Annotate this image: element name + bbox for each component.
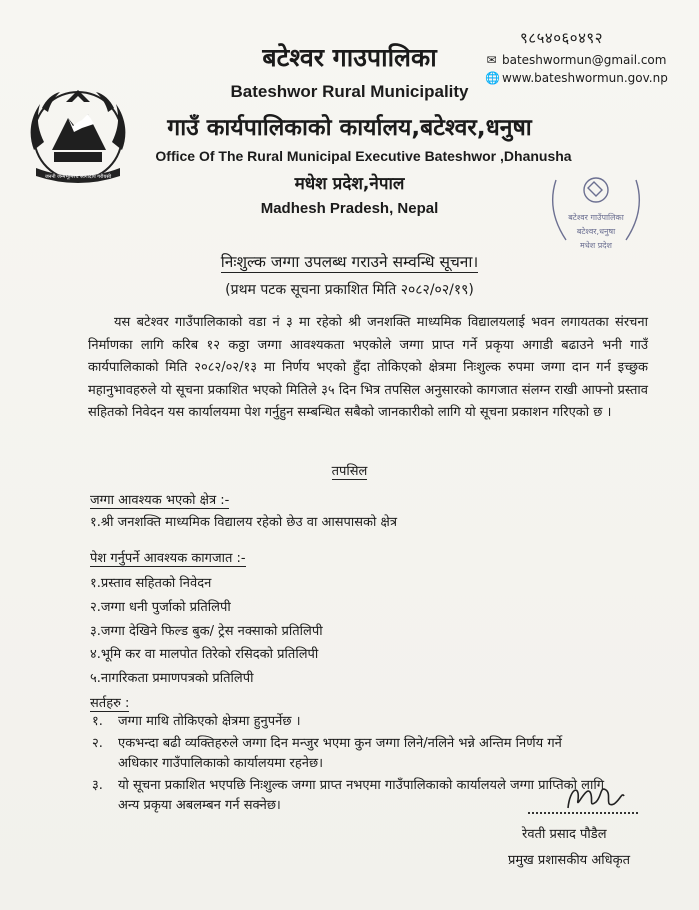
office-title-np: गाउँ कार्यपालिकाको कार्यालय,बटेश्वर,धनुषा: [167, 115, 532, 141]
condition-number: २.: [92, 736, 103, 751]
list-item: ५.नागरिकता प्रमाणपत्रको प्रतिलिपी: [90, 671, 254, 686]
conditions-heading-text: सर्तहरु :: [90, 696, 130, 711]
email-text: bateshwormun@gmail.com: [502, 53, 667, 67]
tapsil-text: तपसिल: [331, 464, 368, 479]
list-item: ४.भूमि कर वा मालपोत तिरेको रसिदको प्रतिलिपी: [90, 647, 319, 662]
documents-heading: [90, 548, 246, 566]
province-en: Madhesh Pradesh, Nepal: [260, 200, 439, 217]
province-np: मधेश प्रदेश,नेपाल: [294, 174, 405, 194]
list-item: १.श्री जनशक्ति माध्यमिक विद्यालय रहेको छेउ वा आसपासको क्षेत्र: [90, 515, 398, 530]
signatory-name: रेवती प्रसाद पौडैल: [522, 827, 607, 842]
notice-title: [0, 250, 699, 272]
envelope-icon: ✉: [486, 53, 497, 67]
condition-text: जग्गा माथि तोकिएको क्षेत्रमा हुनुपर्नेछ ।: [118, 714, 301, 729]
signature-line: [528, 812, 638, 814]
globe-icon: 🌐: [485, 71, 500, 85]
condition-text-cont: अधिकार गाउँपालिकाको कार्यालयमा रहनेछ।: [118, 756, 324, 771]
condition-text-cont: अन्य प्रकृया अबलम्बन गर्न सक्नेछ।: [118, 798, 281, 813]
land-area-heading: [90, 490, 229, 508]
list-item: २.जग्गा धनी पुर्जाको प्रतिलिपी: [90, 600, 231, 615]
condition-text: एकभन्दा बढी व्यक्तिहरुले जग्गा दिन मन्जुर भएमा कुन जग्गा लिने/नलिने भन्ने अन्तिम निर्णय गर्ने: [118, 736, 562, 751]
signatory-title: प्रमुख प्रशासकीय अधिकृत: [508, 853, 631, 868]
condition-number: ३.: [92, 778, 103, 793]
svg-text:बटेश्वर गाउँपालिका: बटेश्वर गाउँपालिका: [568, 213, 624, 222]
condition-text: यो सूचना प्रकाशित भएपछि निःशुल्क जग्गा प्राप्त नभएमा गाउँपालिकाको कार्यालयले जग्गा प्राप्तिको लागि: [118, 778, 605, 793]
list-item: ३.जग्गा देखिने फिल्ड बुक/ ट्रेस नक्साको प्रतिलिपी: [90, 624, 323, 639]
condition-number: १.: [92, 714, 103, 729]
list-item: १.प्रस्ताव सहितको निवेदन: [90, 576, 212, 591]
documents-heading-text: पेश गर्नुपर्ने आवश्यक कागजात :-: [90, 551, 246, 566]
notice-body: यस बटेश्वर गाउँपालिकाको वडा नं ३ मा रहेको श्री जनशक्ति माध्यमिक विद्यालयलाई भवन लगायतका संरचना निर्माणका लागि करिब १२ कठ्ठा जग्गा आवश्यकता भएकोले जग्गा प्राप्त गर्ने प्रकृया अगाडी बढाउने भनी गाउँ कार्यपालिकाको मिति २०८२/०२/१३ मा निर्णय भएको हुँदा तोकिएको क्षेत्रमा निःशुल्क रुपमा जग्गा दान गर्न इच्छुक महानुभावहरुले यो सूचना प्रकाशित भएको मितिले ३५ दिन भित्र तपसिल अनुसारको कागजात संलग्न राखी आफ्नो प्रस्ताव सहितको निवेदन यस कार्यालयमा पेश गर्नुहुन सम्बन्धित सबैको जानकारीको लागि यो सूचना प्रकाशन गरिएको छ ।: [88, 315, 648, 420]
conditions-heading: [90, 693, 129, 711]
notice-title-text: निःशुल्क जग्गा उपलब्ध गराउने सम्वन्धि सूचना।: [220, 253, 479, 271]
land-area-heading-text: जग्गा आवश्यक भएको क्षेत्र :-: [90, 493, 230, 508]
website-text: www.bateshwormun.gov.np: [502, 71, 668, 85]
svg-text:मधेश प्रदेश: मधेश प्रदेश: [580, 241, 612, 250]
svg-text:बटेश्वर,धनुषा: बटेश्वर,धनुषा: [576, 227, 616, 236]
condition-item: [92, 712, 652, 732]
municipality-title-np: बटेश्वर गाउपालिका: [262, 43, 437, 72]
office-title-en: Office Of The Rural Municipal Executive Bateshwor ,Dhanusha: [155, 148, 572, 164]
condition-item: [92, 734, 652, 774]
notice-subtitle: (प्रथम पटक सूचना प्रकाशित मिति २०८२/०२/१९): [225, 282, 474, 298]
svg-text:जननी जन्मभूमिश्च स्वर्गादपि गर: जननी जन्मभूमिश्च स्वर्गादपि गरीयसी: [44, 174, 112, 180]
tapsil-heading: [0, 461, 699, 479]
municipality-title-en: Bateshwor Rural Municipality: [230, 82, 469, 101]
phone-number: ९८५४०६०४९२: [520, 29, 604, 47]
